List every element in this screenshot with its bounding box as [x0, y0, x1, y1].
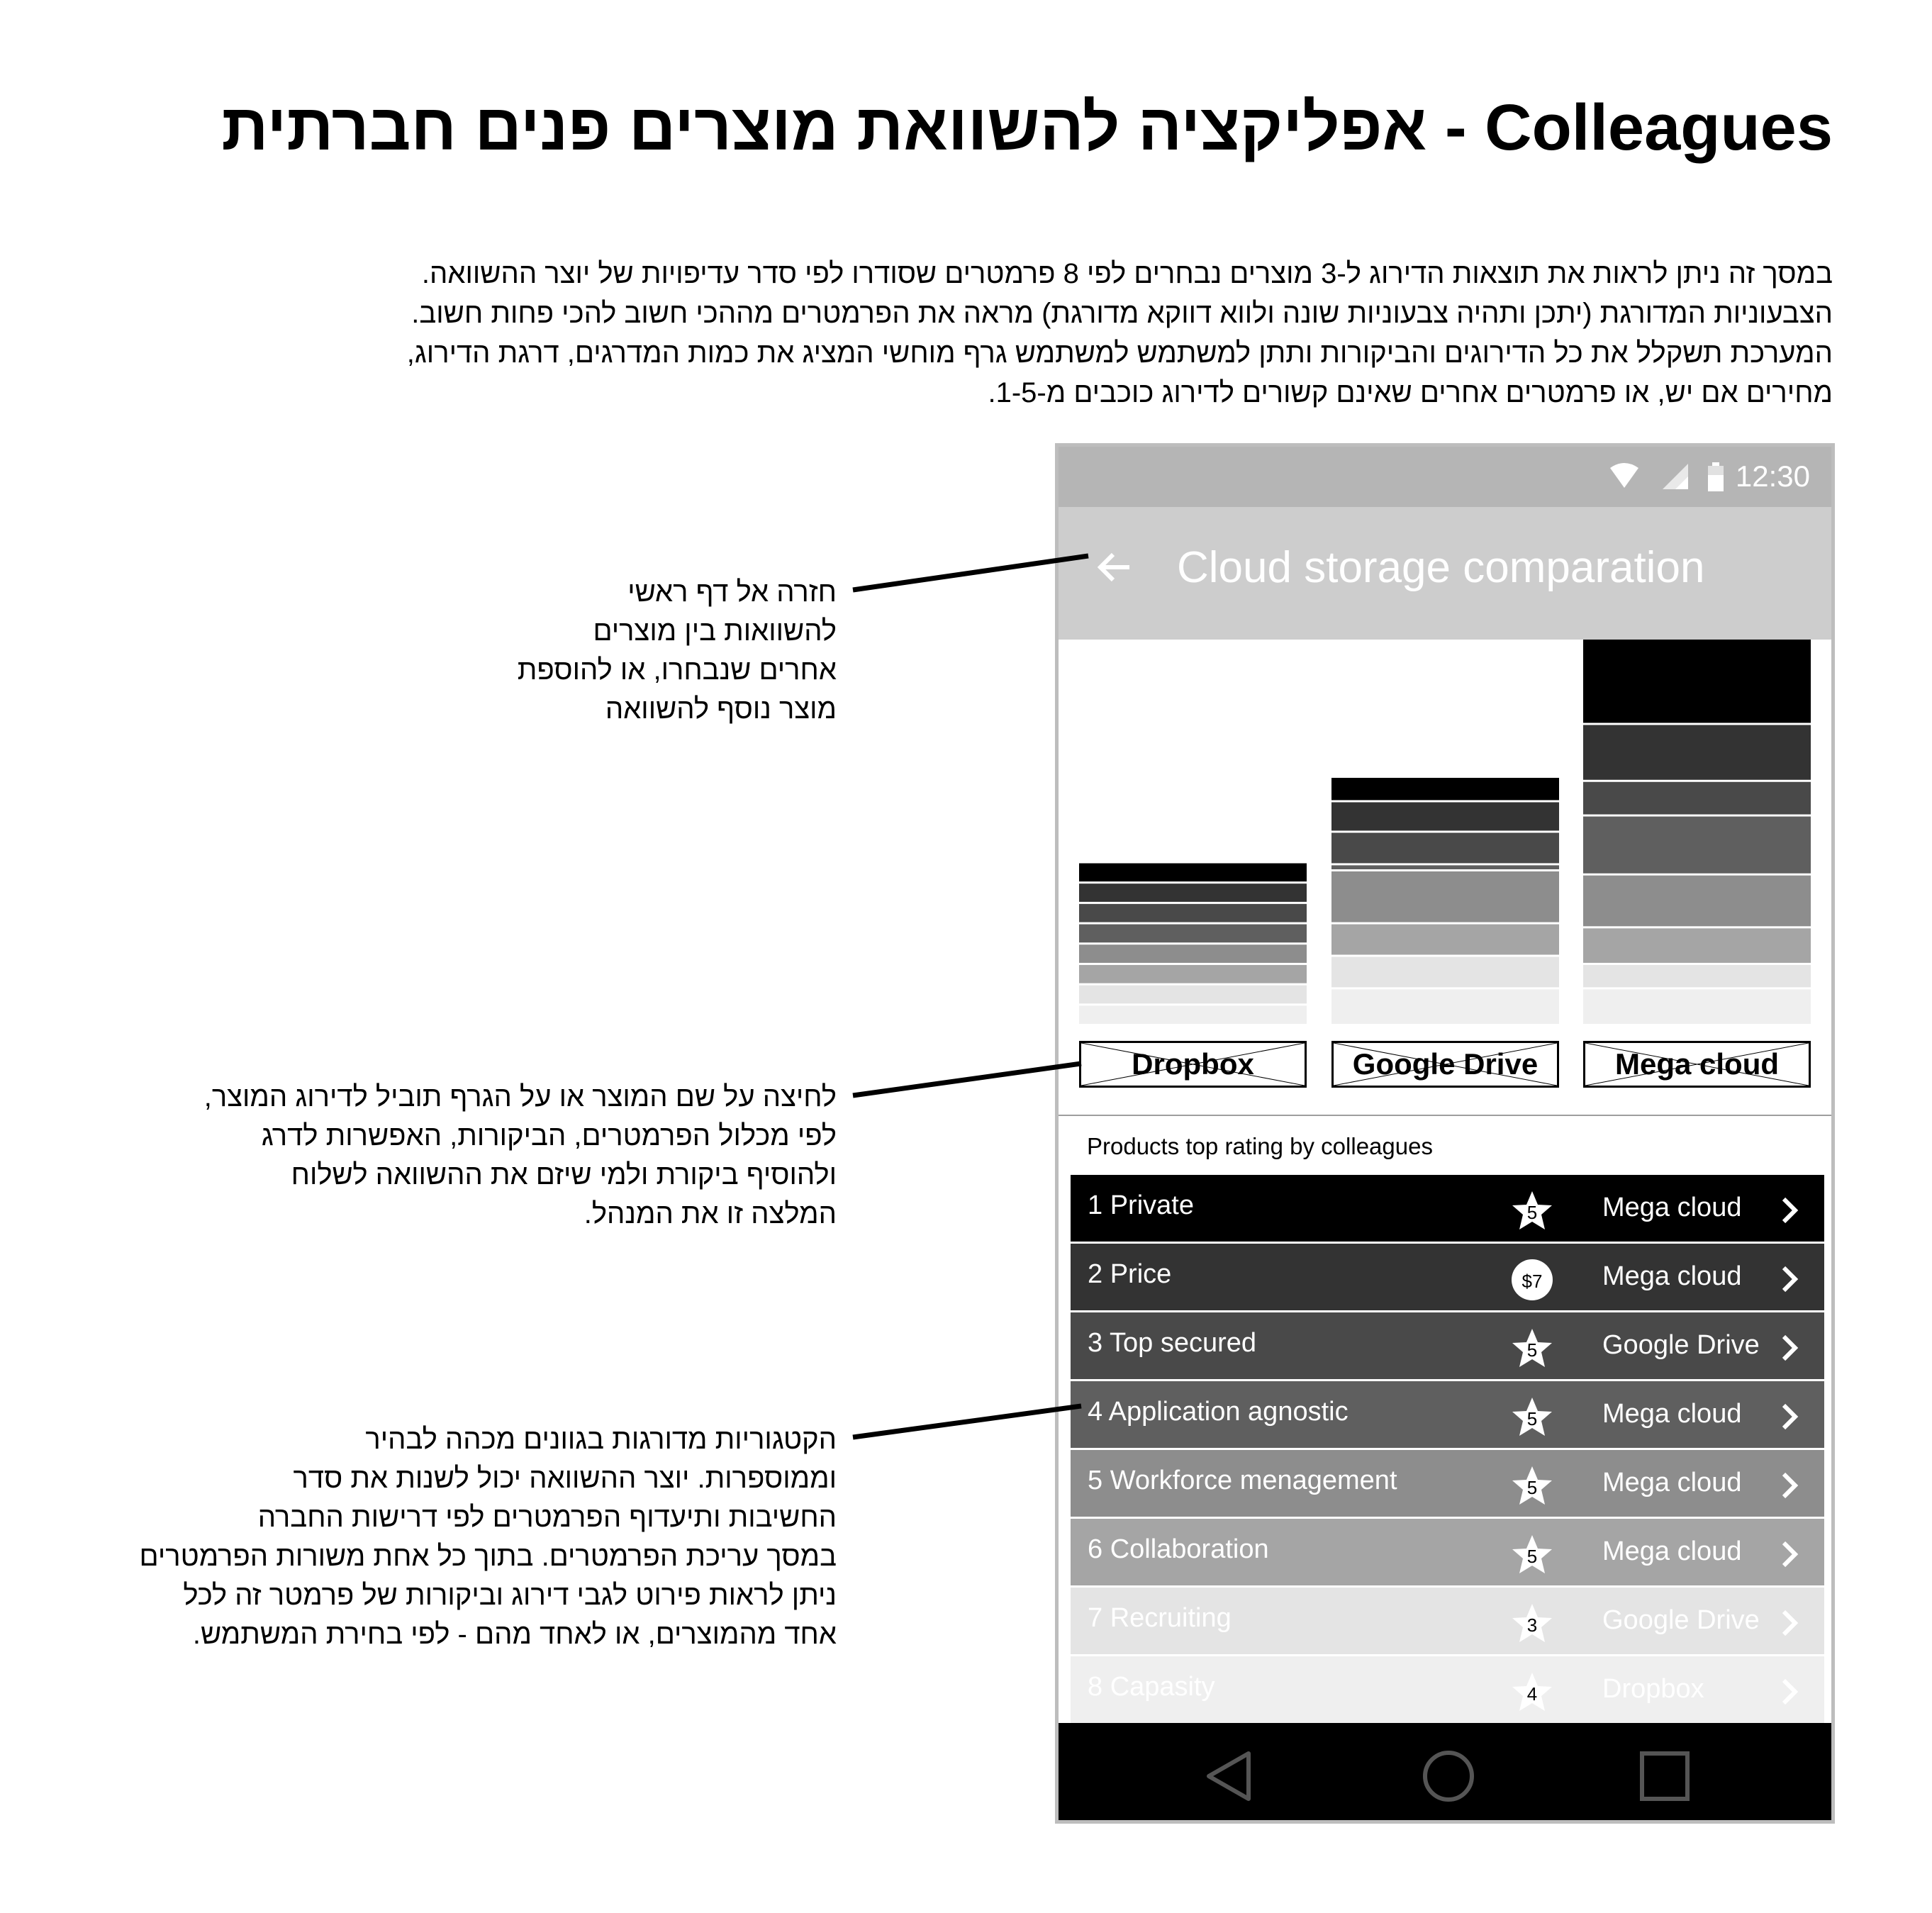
- annotation-line: ניתן לראות פירוט לגבי דירוג וביקורות של פרמטר זה לכל: [183, 1580, 837, 1611]
- app-bar-title: Cloud storage comparation: [1177, 543, 1705, 592]
- rating-row-product: Mega cloud: [1602, 1536, 1742, 1566]
- rating-row-label: 6 Collaboration: [1088, 1534, 1269, 1564]
- bar-segment[interactable]: [1079, 864, 1307, 882]
- badge-value: $7: [1521, 1271, 1543, 1292]
- rating-row-label: 7 Recruiting: [1088, 1603, 1232, 1633]
- bar-segment[interactable]: [1583, 640, 1811, 723]
- bar-segment[interactable]: [1079, 965, 1307, 983]
- leader-line-back: [853, 556, 1088, 590]
- product-label-text: Google Drive: [1352, 1047, 1539, 1081]
- product-label-google-drive[interactable]: [1331, 1041, 1559, 1088]
- rating-row-product: Mega cloud: [1602, 1261, 1742, 1291]
- bar-segment[interactable]: [1331, 802, 1559, 830]
- leader-line-product: [853, 1064, 1081, 1095]
- badge-value: 5: [1526, 1477, 1538, 1498]
- bar-segment[interactable]: [1331, 833, 1559, 864]
- intro-line: מחירים אם יש, או פרמטרים אחרים שאינם קשורים לדירוג כוכבים מ-1-5.: [988, 377, 1833, 408]
- annotation-line: אחד מהמוצרים, או לאחד מהם - לפי בחירת המשתמש.: [192, 1619, 837, 1650]
- annotation-line: מוצר נוסף להשוואה: [605, 693, 837, 725]
- status-time: 12:30: [1735, 459, 1810, 493]
- bar-segment[interactable]: [1331, 778, 1559, 800]
- chevron-right-icon[interactable]: [1780, 1609, 1801, 1637]
- leader-line-categories: [853, 1406, 1081, 1437]
- annotation-categories: [92, 1420, 837, 1654]
- bar-segment[interactable]: [1583, 989, 1811, 1024]
- intro-line: במסך זה ניתן לראות את תוצאות הדירוג ל-3 מוצרים נבחרים לפי 8 פרמטרים שסודרו לפי סדר עדיפויות של יוצר ההשוואה.: [421, 258, 1833, 289]
- price-badge: [1510, 1258, 1554, 1302]
- rating-row-label: 5 Workforce menagement: [1088, 1466, 1397, 1495]
- chevron-right-icon[interactable]: [1780, 1471, 1801, 1500]
- star-rating-badge: [1510, 1327, 1554, 1371]
- rating-row-product: Mega cloud: [1602, 1193, 1742, 1222]
- badge-value: 5: [1526, 1202, 1538, 1223]
- comparison-chart[interactable]: [1059, 640, 1831, 1026]
- annotation-line: להשוואות בין מוצרים: [593, 615, 837, 647]
- star-rating-badge: [1510, 1189, 1554, 1233]
- rating-row-label: 3 Top secured: [1088, 1328, 1257, 1358]
- star-rating-badge: [1510, 1671, 1554, 1714]
- chevron-right-icon[interactable]: [1780, 1402, 1801, 1431]
- page-title: Colleagues - אפליקציה להשוואת מוצרים פנים חברתית: [221, 91, 1833, 164]
- bar-segment[interactable]: [1331, 865, 1559, 869]
- rating-row[interactable]: [1071, 1450, 1824, 1517]
- intro-line: הצבעוניות המדורגת (יתכן ותהיה צבעוניות שונה ולווא דווקא מדורגת) מראה את הפרמטרים מההכי חשוב להכי פחות חשוב.: [411, 298, 1833, 329]
- annotation-line: חזרה אל דף ראשי: [627, 576, 837, 608]
- phone-mockup: [1055, 443, 1835, 1824]
- back-arrow-icon[interactable]: [1090, 542, 1140, 592]
- nav-home-icon[interactable]: [1420, 1748, 1477, 1805]
- nav-back-icon[interactable]: [1200, 1748, 1257, 1805]
- signal-icon: [1661, 462, 1690, 491]
- rating-row[interactable]: [1071, 1519, 1824, 1585]
- nav-recents-icon[interactable]: [1636, 1748, 1693, 1805]
- rating-row-product: Mega cloud: [1602, 1399, 1742, 1429]
- navigation-bar: [1059, 1723, 1831, 1824]
- divider: [1055, 1115, 1835, 1116]
- bar-segment[interactable]: [1079, 986, 1307, 1004]
- rating-row-product: Dropbox: [1602, 1674, 1704, 1704]
- badge-value: 5: [1526, 1546, 1538, 1567]
- rating-row[interactable]: [1071, 1244, 1824, 1310]
- rating-row-product: Mega cloud: [1602, 1468, 1742, 1498]
- star-rating-badge: [1510, 1464, 1554, 1508]
- battery-icon: [1707, 462, 1725, 492]
- annotation-line: המלצה זו את המנהל.: [583, 1198, 837, 1229]
- badge-value: 3: [1526, 1614, 1538, 1636]
- badge-value: 5: [1526, 1408, 1538, 1429]
- bar-segment[interactable]: [1079, 925, 1307, 943]
- rating-row-label: 2 Price: [1088, 1259, 1172, 1289]
- annotation-line: לפי מכלול הפרמטרים, הביקורות, האפשרות לדרג: [261, 1120, 837, 1151]
- section-title: Products top rating by colleagues: [1087, 1133, 1433, 1159]
- rating-row[interactable]: [1071, 1312, 1824, 1379]
- product-label-dropbox[interactable]: [1079, 1041, 1307, 1088]
- bar-segment[interactable]: [1079, 944, 1307, 963]
- rating-row[interactable]: [1071, 1381, 1824, 1448]
- bar-segment[interactable]: [1583, 965, 1811, 987]
- bar-segment[interactable]: [1583, 876, 1811, 927]
- chevron-right-icon[interactable]: [1780, 1540, 1801, 1568]
- rating-row[interactable]: [1071, 1656, 1824, 1723]
- status-bar: [1059, 447, 1831, 507]
- product-label-text: Mega cloud: [1614, 1047, 1780, 1081]
- bar-segment[interactable]: [1079, 883, 1307, 902]
- annotation-product-click: [142, 1078, 837, 1234]
- bar-segment[interactable]: [1583, 782, 1811, 815]
- product-label-text: Dropbox: [1132, 1047, 1254, 1081]
- annotation-line: החשיבות ותיעדוף הפרמטרים לפי דרישות החברה: [257, 1502, 837, 1533]
- bar-segment[interactable]: [1331, 956, 1559, 987]
- star-rating-badge: [1510, 1602, 1554, 1646]
- chevron-right-icon[interactable]: [1780, 1678, 1801, 1706]
- rating-row-label: 1 Private: [1088, 1190, 1194, 1220]
- rating-list: [1071, 1175, 1824, 1725]
- annotation-line: הקטגוריות מדורגות בגוונים מכהה לבהיר: [365, 1424, 837, 1455]
- product-label-mega-cloud[interactable]: [1583, 1041, 1811, 1088]
- rating-row-label: 8 Capasity: [1088, 1672, 1215, 1702]
- rating-row[interactable]: [1071, 1175, 1824, 1242]
- rating-row-label: 4 Application agnostic: [1088, 1397, 1349, 1427]
- annotation-line: לחיצה על שם המוצר או על הגרף תוביל לדירוג המוצר,: [203, 1081, 837, 1112]
- annotation-back-navigation: [397, 573, 837, 729]
- app-bar: [1059, 507, 1831, 640]
- star-rating-badge: [1510, 1533, 1554, 1577]
- intro-line: המערכת תשקלל את כל הדירוגים והביקורות ותתן למשתמש למשתמש גרף מוחשי המציג את כמות המדרגים, דרגת הדירוג,: [406, 338, 1833, 369]
- rating-row-product: Google Drive: [1602, 1605, 1760, 1635]
- wifi-icon: [1609, 462, 1640, 491]
- annotation-line: ולהוסיף ביקורת ולמי שיזם את ההשוואה לשלוח: [291, 1159, 837, 1190]
- rating-row-product: Google Drive: [1602, 1330, 1760, 1360]
- annotation-line: וממוספרות. יוצר ההשוואה יכול לשנות את סדר: [293, 1463, 837, 1494]
- stacked-bar-chart[interactable]: [1059, 640, 1831, 1026]
- bar-segment[interactable]: [1331, 989, 1559, 1024]
- bar-segment[interactable]: [1331, 925, 1559, 955]
- chevron-right-icon[interactable]: [1780, 1334, 1801, 1362]
- rating-row[interactable]: [1071, 1588, 1824, 1654]
- bar-segment[interactable]: [1079, 904, 1307, 922]
- star-rating-badge: [1510, 1395, 1554, 1439]
- badge-value: 5: [1526, 1339, 1538, 1361]
- annotation-line: במסך עריכת הפרמטרים. בתוך כל אחת משורות הפרמטרים: [139, 1541, 837, 1572]
- badge-value: 4: [1526, 1683, 1538, 1705]
- chevron-right-icon[interactable]: [1780, 1265, 1801, 1293]
- bar-segment[interactable]: [1331, 871, 1559, 922]
- bar-segment[interactable]: [1079, 1005, 1307, 1024]
- bar-segment[interactable]: [1583, 928, 1811, 963]
- intro-text: [269, 254, 1833, 413]
- chevron-right-icon[interactable]: [1780, 1196, 1801, 1225]
- bar-segment[interactable]: [1583, 817, 1811, 874]
- bar-segment[interactable]: [1583, 725, 1811, 779]
- annotation-line: אחרים שנבחרו, או להוספת: [517, 654, 837, 686]
